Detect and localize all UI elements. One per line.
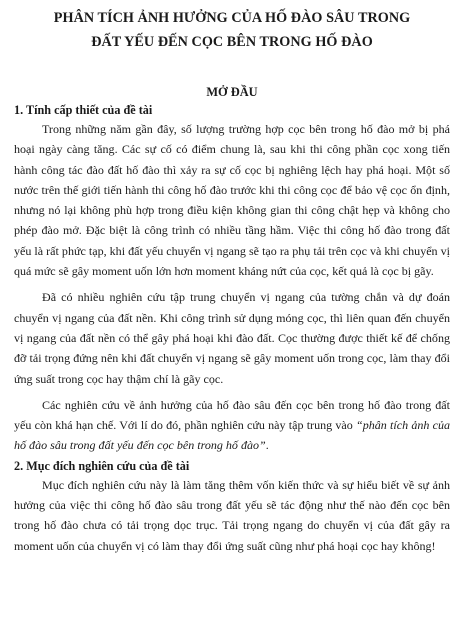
section-1-paragraph-3-italic: “phân tích ảnh của hố đào sâu trong đất yếu đến cọc bên trong hố đào”	[14, 418, 451, 453]
section-2-paragraph-1: Mục đích nghiên cứu này là làm tăng thêm vốn kiến thức và sự hiểu biết về sự ảnh hưởng của việc thi công hố đào sâu trong đất yếu sẽ tác động như thế nào đến cọc bên trong hố đào chưa có tải trọng dọc trục. Tải trọng ngang do chuyển vị của đất gây ra moment uốn của chuyển vị có làm thay đổi ứng suất cũng như phá hoại cọc hay không!	[14, 477, 450, 553]
section-1-paragraph-3-end: .	[265, 438, 269, 453]
section-1-paragraph-1: Trong những năm gần đây, số lượng trường hợp cọc bên trong hố đào mở bị phá hoại ngày càng tăng. Các sự cố có điểm chung là, sau khi thi công phần cọc xong tiến hành công tác đào đất hố đào thì xảy ra sự cố cọc bị nghiêng lệch hay phá hoại. Một số nước trên thế giới tiến hành thi công hố đào trước khi thi công cọc để bảo vệ cọc ổn định, nhưng nó lại không phù hợp trong điều kiện không gian thi công chật hẹp và không cho phép đào mở. Đặc biệt là công trình có nhiều tầng hầm. Việc thi công hố đào trong đất yếu là rất phức tạp, khi đất yếu chuyển vị ngang sẽ tạo ra phụ tải trên cọc và khi chuyển vị quá mức sẽ gây moment uốn lớn hơn moment kháng nứt của cọc, kết quả là cọc bị gãy.	[14, 122, 450, 279]
section-1-paragraph-3	[14, 395, 450, 456]
section-1-paragraph-3-text: Các nghiên cứu về ảnh hưởng của hố đào sâu đến cọc bên trong hố đào trong đất yếu còn khá hạn chế. Với lí do đó, phần nghiên cứu này tập trung vào	[14, 397, 450, 433]
document-title-line-1: PHÂN TÍCH ẢNH HƯỞNG CỦA HỐ ĐÀO SÂU TRONG	[53, 10, 411, 26]
document-title-line-2: ĐẤT YẾU ĐẾN CỌC BÊN TRONG HỐ ĐÀO	[91, 34, 373, 50]
section-1-heading: 1. Tính cấp thiết của đề tài	[14, 103, 153, 117]
intro-heading: MỞ ĐẦU	[206, 85, 258, 99]
section-1-paragraph-2: Đã có nhiều nghiên cứu tập trung chuyển vị ngang của tường chắn và dự đoán chuyển vị ngang của đất nền. Khi công trình sử dụng móng cọc, thì liên quan đến chuyển vị ngang của đất nền có thể gây phá hoại khi đào đất. Cọc thường được thiết kế để chống đỡ tải trọng đứng nên khi đất chuyển vị ngang sẽ gây moment uốn trong cọc, làm thay đổi ứng suất trong cọc hay thậm chí là gãy cọc.	[14, 290, 450, 386]
section-2-heading: 2. Mục đích nghiên cứu của đề tài	[14, 458, 190, 473]
